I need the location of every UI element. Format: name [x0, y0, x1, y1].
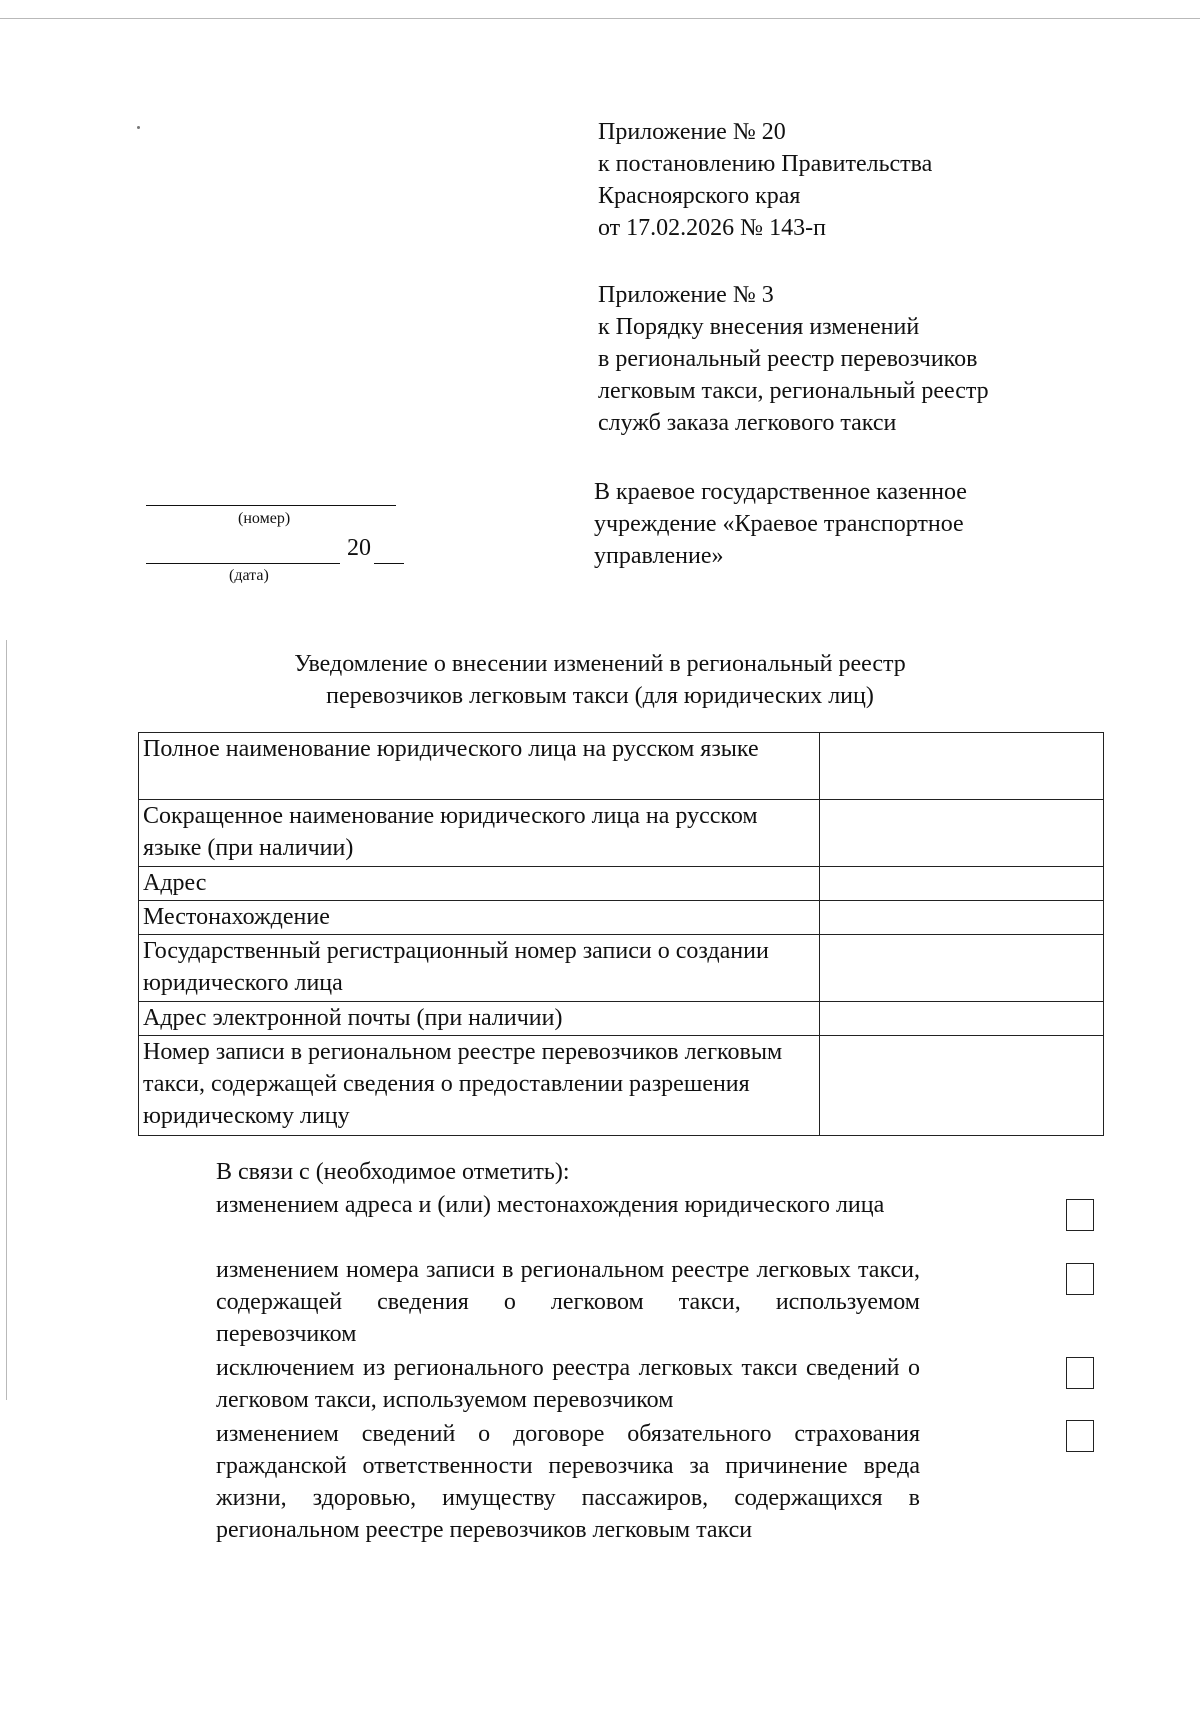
appendix-3-line: служб заказа легкового такси	[598, 410, 897, 436]
table-row-value[interactable]	[820, 800, 1104, 867]
legal-entity-table	[138, 732, 1104, 1136]
scan-speck	[137, 126, 140, 129]
table-row-label: Сокращенное наименование юридического лица на русском языке (при наличии)	[139, 800, 820, 867]
appendix-20-line: к постановлению Правительства	[598, 151, 933, 177]
addressee-line: учреждение «Краевое транспортное	[594, 511, 964, 537]
reason-checkbox[interactable]	[1066, 1263, 1094, 1295]
appendix-20-line: от 17.02.2026 № 143-п	[598, 215, 826, 241]
scan-edge-top	[0, 18, 1200, 19]
appendix-20-block	[598, 116, 932, 244]
table-row-value[interactable]	[820, 733, 1104, 800]
table-row-value[interactable]	[820, 867, 1104, 901]
appendix-20-line: Приложение № 20	[598, 119, 786, 145]
addressee-block	[594, 476, 967, 572]
appendix-3-line: в региональный реестр перевозчиков	[598, 346, 978, 372]
reason-item	[144, 1189, 920, 1221]
reason-text: исключением из регионального реестра легковых такси сведений о легковом такси, используемом перевозчиком	[216, 1355, 920, 1413]
appendix-3-line: к Порядку внесения изменений	[598, 314, 920, 340]
registration-number-line[interactable]	[146, 505, 396, 506]
table-row-value[interactable]	[820, 1036, 1104, 1136]
scan-edge-left	[6, 640, 7, 1400]
addressee-line: управление»	[594, 543, 724, 569]
table-row	[139, 1002, 1104, 1036]
table-row-label: Полное наименование юридического лица на русском языке	[139, 733, 820, 800]
reason-checkbox[interactable]	[1066, 1199, 1094, 1231]
table-row	[139, 800, 1104, 867]
appendix-3-block	[598, 279, 989, 439]
table-row-label: Адрес	[139, 867, 820, 901]
table-row-label: Государственный регистрационный номер записи о создании юридического лица	[139, 935, 820, 1002]
reason-checkbox[interactable]	[1066, 1357, 1094, 1389]
table-row-value[interactable]	[820, 935, 1104, 1002]
reasons-intro: В связи с (необходимое отметить):	[216, 1159, 570, 1185]
document-title-line: Уведомление о внесении изменений в региональный реестр	[294, 651, 906, 677]
reason-item	[144, 1254, 920, 1350]
reason-item	[144, 1418, 920, 1546]
table-row-label: Местонахождение	[139, 901, 820, 935]
appendix-3-line: Приложение № 3	[598, 282, 774, 308]
document-title-line: перевозчиков легковым такси (для юридических лиц)	[326, 683, 874, 709]
registration-year-prefix: 20	[347, 535, 371, 561]
table-row-label: Адрес электронной почты (при наличии)	[139, 1002, 820, 1036]
registration-date-caption: (дата)	[229, 567, 269, 584]
reason-checkbox[interactable]	[1066, 1420, 1094, 1452]
addressee-line: В краевое государственное казенное	[594, 479, 967, 505]
appendix-3-line: легковым такси, региональный реестр	[598, 378, 989, 404]
table-row	[139, 867, 1104, 901]
table-row-value[interactable]	[820, 1002, 1104, 1036]
registration-year-line[interactable]	[374, 563, 404, 564]
registration-date-line[interactable]	[146, 563, 340, 564]
registration-number-caption: (номер)	[238, 510, 291, 527]
table-row	[139, 733, 1104, 800]
table-row	[139, 1036, 1104, 1136]
table-row	[139, 935, 1104, 1002]
table-row-value[interactable]	[820, 901, 1104, 935]
reason-text: изменением номера записи в региональном реестре легковых такси, содержащей сведения о легковом такси, используемом перевозчиком	[216, 1257, 920, 1347]
table-row-label: Номер записи в региональном реестре перевозчиков легковым такси, содержащей сведения о предоставлении разрешения юридическому лицу	[139, 1036, 820, 1136]
reason-item	[144, 1352, 920, 1416]
table-row	[139, 901, 1104, 935]
appendix-20-line: Красноярского края	[598, 183, 801, 209]
reason-text: изменением сведений о договоре обязательного страхования гражданской ответственности перевозчика за причинение вреда жизни, здоровью, имуществу пассажиров, содержащихся в региональном реестре перевозчиков легковым такси	[216, 1421, 920, 1543]
reason-text: изменением адреса и (или) местонахождения юридического лица	[216, 1192, 885, 1218]
